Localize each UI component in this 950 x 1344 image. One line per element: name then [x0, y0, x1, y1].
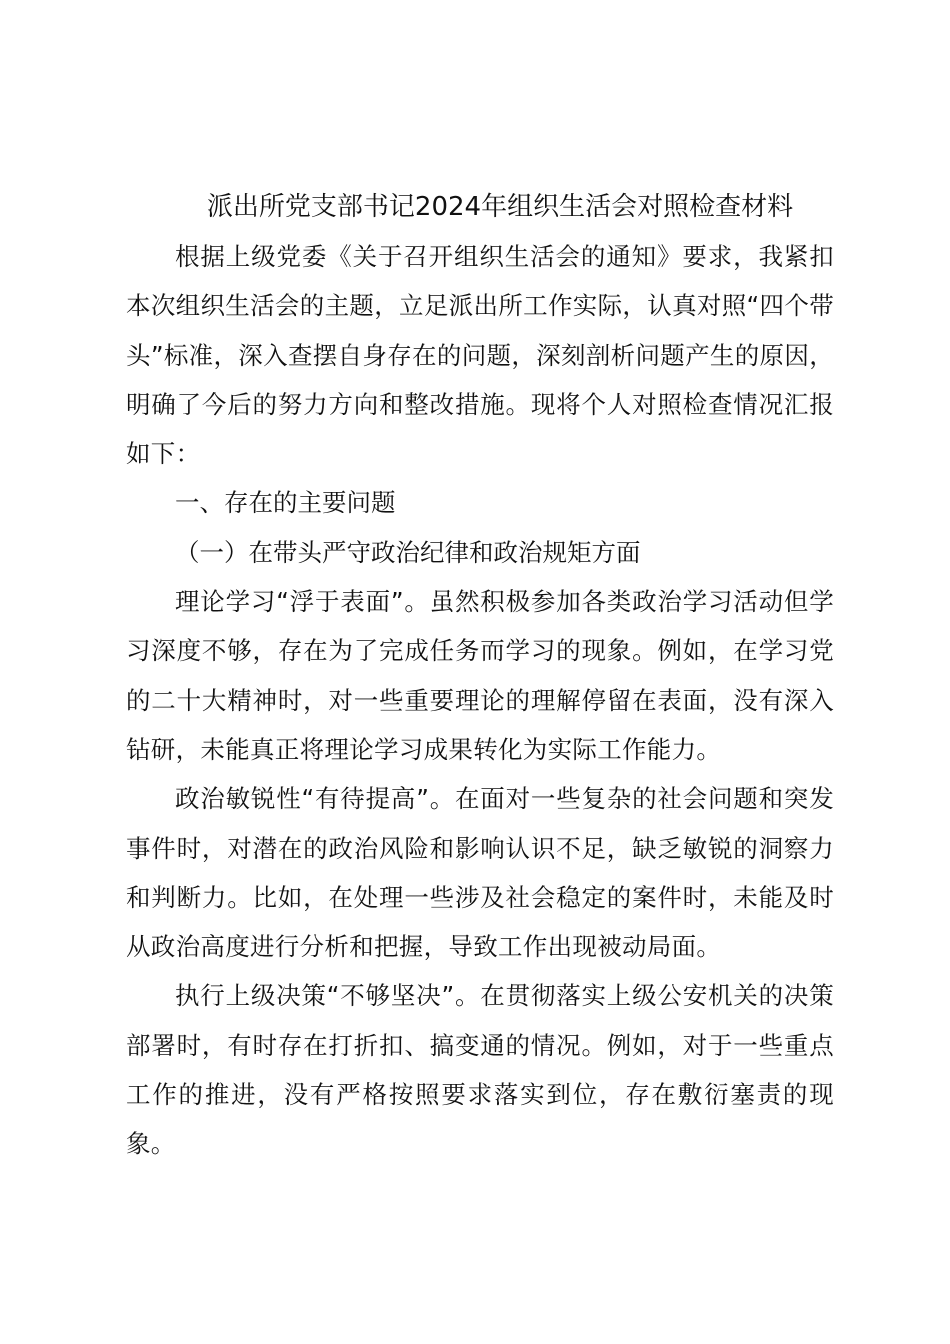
- section-heading: 一、存在的主要问题: [175, 488, 396, 518]
- document-title: 派出所党支部书记2024年组织生活会对照检查材料: [206, 192, 794, 222]
- body-paragraph-3: 执行上级决策“不够坚决”。在贯彻落实上级公安机关的决策部署时，有时存在打折扣、搞变通的情况。例如，对于一些重点工作的推进，没有严格按照要求落实到位，存在敷衍塞责的现象。: [126, 981, 834, 1159]
- document-body: [126, 182, 834, 1169]
- intro-paragraph: 根据上级党委《关于召开组织生活会的通知》要求，我紧扣本次组织生活会的主题，立足派出所工作实际，认真对照“四个带头”标准，深入查摆自身存在的问题，深刻剖析问题产生的原因，明确了今后的努力方向和整改措施。现将个人对照检查情况汇报如下：: [126, 242, 834, 469]
- body-paragraph-1: 理论学习“浮于表面”。虽然积极参加各类政治学习活动但学习深度不够，存在为了完成任务而学习的现象。例如，在学习党的二十大精神时，对一些重要理论的理解停留在表面，没有深入钻研，未能真正将理论学习成果转化为实际工作能力。: [126, 587, 834, 764]
- body-paragraph-2: 政治敏锐性“有待提高”。在面对一些复杂的社会问题和突发事件时，对潜在的政治风险和影响认识不足，缺乏敏锐的洞察力和判断力。比如，在处理一些涉及社会稳定的案件时，未能及时从政治高度进行分析和把握，导致工作出现被动局面。: [126, 784, 834, 962]
- subsection-heading: （一）在带头严守政治纪律和政治规矩方面: [175, 537, 641, 567]
